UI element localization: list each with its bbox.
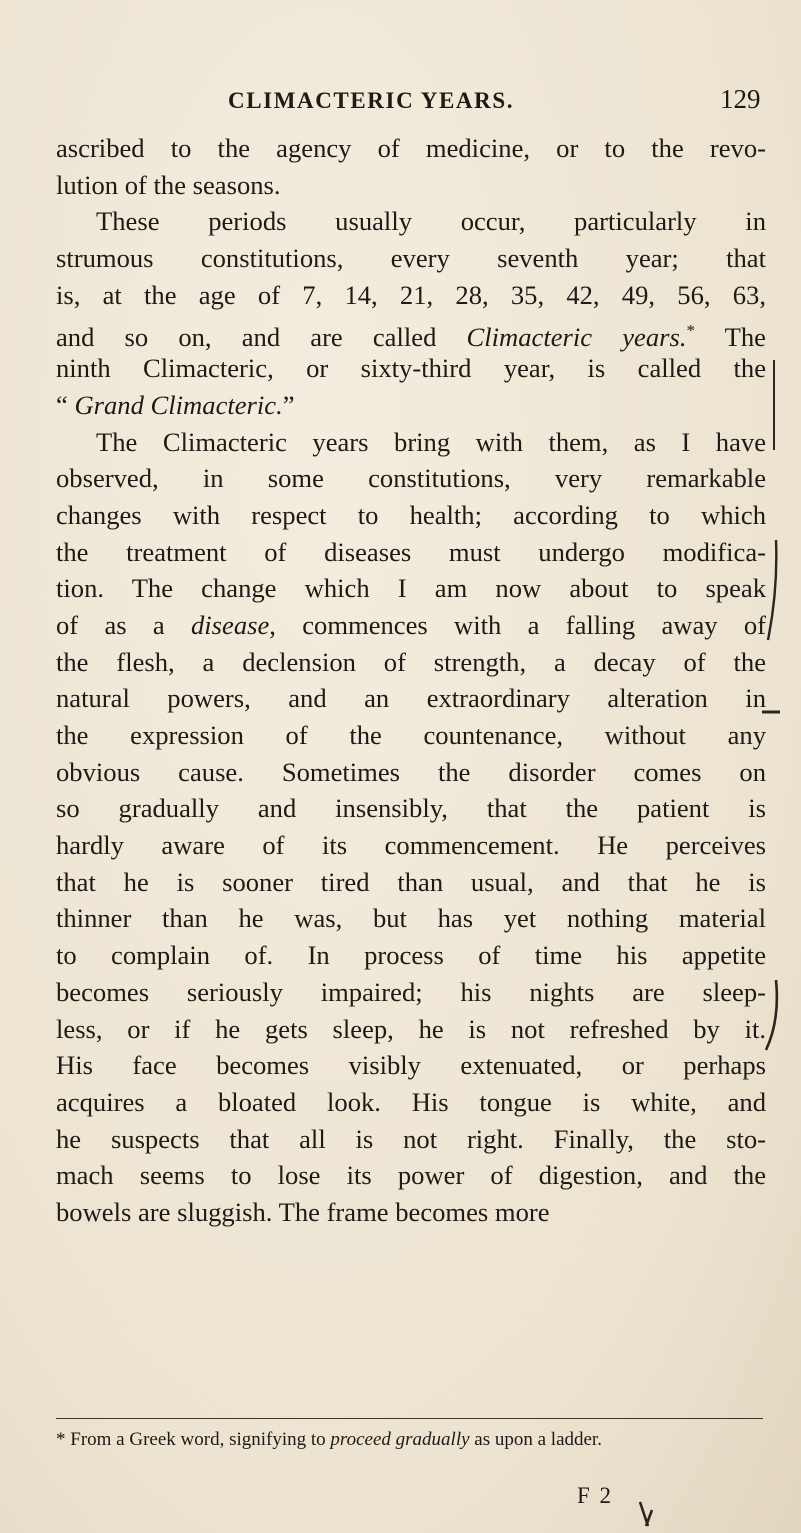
emphasis-run: disease — [191, 609, 270, 640]
footnote — [56, 1428, 763, 1452]
text-line — [56, 1157, 766, 1194]
text-line — [56, 240, 766, 277]
emphasis-run: Climacteric years. — [466, 322, 687, 353]
text-run: the expression of the countenance, without any — [56, 720, 766, 750]
emphasis-run: Grand Climacteric. — [74, 389, 283, 420]
text-line — [56, 790, 766, 827]
text-run: These periods usually occur, particularly in — [96, 206, 766, 237]
footnote-rule — [56, 1418, 763, 1419]
text-run: changes with respect to health; according to which — [56, 499, 766, 530]
text-run: he suspects that all is not right. Finally, the sto- — [56, 1123, 766, 1154]
signature-mark: F 2 — [577, 1483, 614, 1508]
text-line — [56, 900, 766, 937]
body-text — [56, 130, 766, 1231]
footnote-reference: * — [686, 321, 695, 341]
text-line — [56, 203, 766, 240]
running-head — [0, 78, 801, 118]
text-line — [56, 570, 766, 607]
text-run: observed, in some constitutions, very remarkable — [56, 463, 766, 494]
text-line — [56, 937, 766, 974]
text-line — [56, 827, 766, 864]
footnote-rest: as upon a ladder. — [469, 1429, 602, 1450]
text-run: of as a — [56, 609, 191, 640]
text-line — [56, 607, 766, 644]
text-run: acquires a bloated look. His tongue is white, and — [56, 1086, 766, 1117]
text-line — [56, 534, 766, 571]
text-line — [56, 424, 766, 461]
text-run: is, at the age of 7, 14, 21, 28, 35, 42, 49, 56, 63, — [56, 279, 766, 310]
text-line — [56, 644, 766, 681]
text-run: The — [694, 322, 766, 353]
text-line — [56, 1047, 766, 1084]
text-run: ” — [282, 389, 295, 420]
text-run: becomes seriously impaired; his nights are sleep- — [56, 976, 766, 1007]
text-line — [56, 130, 766, 167]
text-line — [56, 1084, 766, 1121]
text-run: bowels are sluggish. The frame becomes more — [56, 1196, 550, 1227]
text-run: strumous constitutions, every seventh year; that — [56, 243, 766, 274]
text-run: ascribed to the agency of medicine, or to the revo- — [56, 133, 766, 163]
text-line — [56, 387, 766, 424]
text-line — [56, 1011, 766, 1048]
text-run: thinner than he was, but has yet nothing material — [56, 903, 766, 934]
text-run: that he is sooner tired than usual, and that he is — [56, 866, 766, 897]
text-run: tion. The change which I am now about to speak — [56, 573, 766, 604]
text-line — [56, 974, 766, 1011]
text-run: hardly aware of its commencement. He perceives — [56, 830, 766, 861]
text-line — [56, 313, 766, 353]
text-line — [56, 460, 766, 497]
margin-marks — [760, 360, 790, 1060]
text-run: and so on, and are called — [56, 322, 467, 353]
text-line — [56, 350, 766, 387]
text-run: to complain of. In process of time his appetite — [56, 940, 766, 971]
running-title: CLIMACTERIC YEARS. — [228, 88, 515, 113]
text-line — [56, 1194, 766, 1231]
footnote-emphasis: proceed gradually — [330, 1429, 470, 1450]
text-run: “ — [56, 389, 75, 420]
footnote-text: * From a Greek word, signifying to — [56, 1429, 331, 1450]
text-run: obvious cause. Sometimes the disorder comes on — [56, 756, 766, 787]
text-run: lution of the seasons. — [56, 169, 281, 200]
text-run: His face becomes visibly extenuated, or perhaps — [56, 1050, 766, 1081]
corner-mark — [638, 1500, 654, 1530]
text-run: less, or if he gets sleep, he is not refreshed by it. — [56, 1013, 766, 1044]
text-line — [56, 277, 766, 314]
text-run: so gradually and insensibly, that the patient is — [56, 793, 766, 824]
text-line — [56, 497, 766, 534]
text-run: The Climacteric years bring with them, as I have — [96, 426, 766, 457]
text-line — [56, 167, 766, 204]
text-run: , commences with a falling away of — [269, 609, 766, 640]
text-line — [56, 680, 766, 717]
text-run: the treatment of diseases must undergo modifica- — [56, 536, 766, 567]
text-line — [56, 754, 766, 791]
text-run: natural powers, and an extraordinary alteration in — [56, 683, 766, 714]
text-run: the flesh, a declension of strength, a decay of the — [56, 646, 766, 677]
text-line — [56, 864, 766, 901]
text-run: ninth Climacteric, or sixty-third year, is called the — [56, 353, 766, 384]
text-run: mach seems to lose its power of digestion, and the — [56, 1160, 766, 1191]
text-line — [56, 717, 766, 754]
text-line — [56, 1121, 766, 1158]
page-number: 129 — [720, 84, 761, 114]
